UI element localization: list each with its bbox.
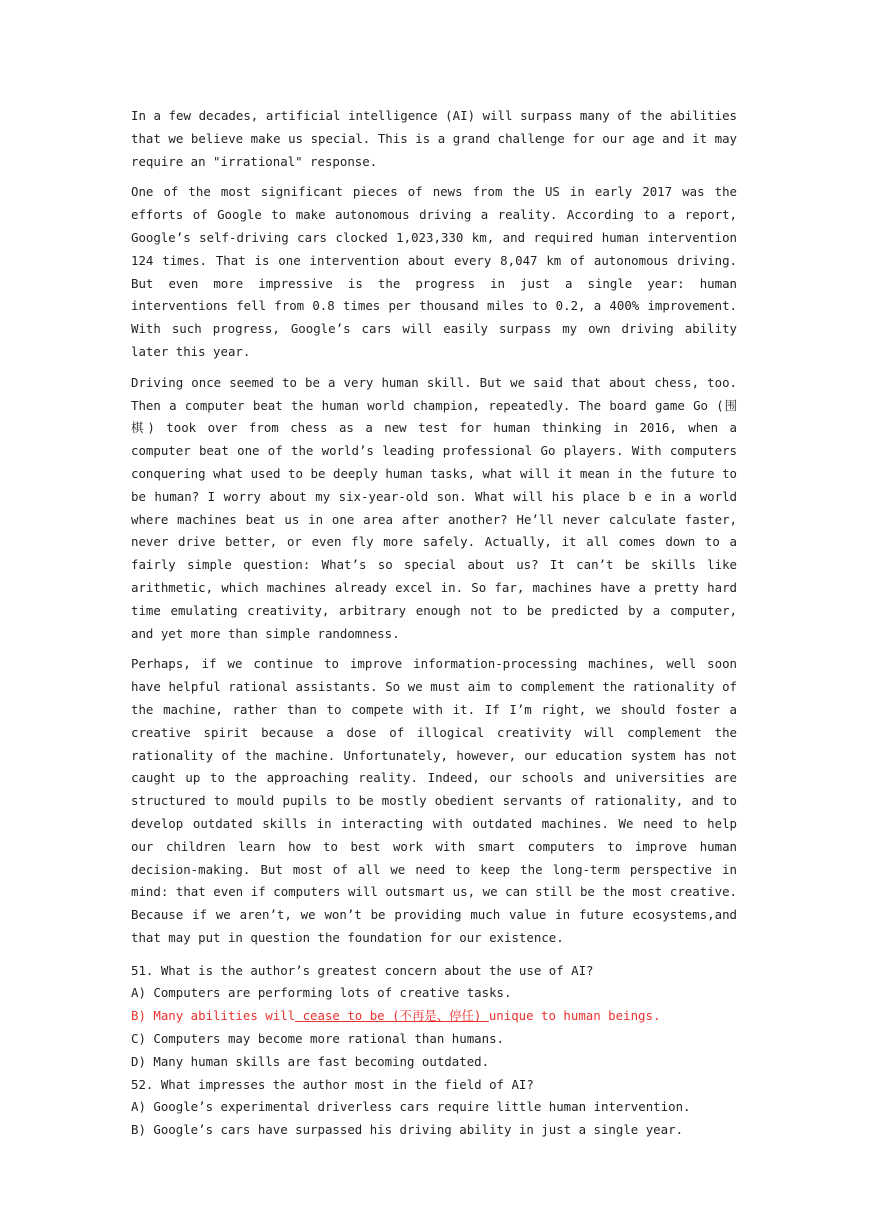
passage-paragraph-3: Driving once seemed to be a very human skill. But we said that about chess, too. Then a computer beat the human world champion, repeatedly. The board game Go (围棋) took over from chess as a new test for human thinking in 2016, when a computer beat one of the world’s leading professional Go players. With computers conquering what used to be deeply human tasks, what will it mean in the future to be human? I worry about my six-year-old son. What will his place b e in a world where machines beat us in one area after another? He’ll never calculate faster, never drive better, or even fly more safely. Actually, it all comes down to a fairly simple question: What’s so special about us? It can’t be skills like arithmetic, which machines already excel in. So far, machines have a pretty hard time emulating creativity, arbitrary enough not to be predicted by a computer, and yet more than simple randomness.: [131, 374, 737, 641]
question-52-option-b: B) Google’s cars have surpassed his driving ability in just a single year.: [131, 1122, 684, 1138]
passage-paragraph-2: One of the most significant pieces of news from the US in early 2017 was the efforts of Google to make autonomous driving a reality. According to a report, Google’s self-driving cars clocked 1,023,330 km, and required human intervention 124 times. That is one intervention about every 8,047 km of autonomous driving. But even more impressive is the progress in just a single year: human interventions fell from 0.8 times per thousand miles to 0.2, a 400% improvement. With such progress, Google’s cars will easily surpass my own driving ability later this year.: [131, 184, 737, 359]
question-52-option-a: A) Google’s experimental driverless cars require little human intervention.: [131, 1099, 691, 1115]
question-51-stem: 51. What is the author’s greatest concern about the use of AI?: [131, 962, 594, 978]
question-51-option-a: A) Computers are performing lots of creative tasks.: [131, 985, 512, 1001]
question-51-option-d: D) Many human skills are fast becoming outdated.: [131, 1053, 490, 1069]
option-b-suffix: unique to human beings.: [488, 1008, 661, 1024]
document-page: [131, 105, 737, 1142]
question-51-option-c: C) Computers may become more rational than humans.: [131, 1031, 504, 1047]
passage-paragraph-1: In a few decades, artificial intelligence (AI) will surpass many of the abilities that we believe make us special. This is a grand challenge for our age and it may require an "irrational" response.: [131, 108, 737, 169]
question-52-stem: 52. What impresses the author most in the field of AI?: [131, 1076, 534, 1092]
passage-paragraph-4: Perhaps, if we continue to improve information-processing machines, well soon have helpful rational assistants. So we must aim to complement the rationality of the machine, rather than to compete with it. If I’m right, we should foster a creative spirit because a dose of illogical creativity will complement the rationality of the machine. Unfortunately, however, our education system has not caught up to the approaching reality. Indeed, our schools and universities are structured to mould pupils to be mostly obedient servants of rationality, and to develop outdated skills in interacting with outdated machines. We need to help our children learn how to best work with smart computers to improve human decision-making. But most of all we need to keep the long-term perspective in mind: that even if computers will outsmart us, we can still be the most creative. Because if we aren’t, we won’t be providing much value in future ecosystems,and that may put in question the foundation for our existence.: [131, 656, 737, 945]
question-list: [131, 960, 737, 1142]
question-51-option-b: [131, 1005, 737, 1028]
option-b-prefix: B) Many abilities will: [131, 1008, 296, 1024]
option-b-underlined-note: cease to be (不再是、停任): [295, 1008, 489, 1024]
reading-passage: [131, 105, 737, 950]
